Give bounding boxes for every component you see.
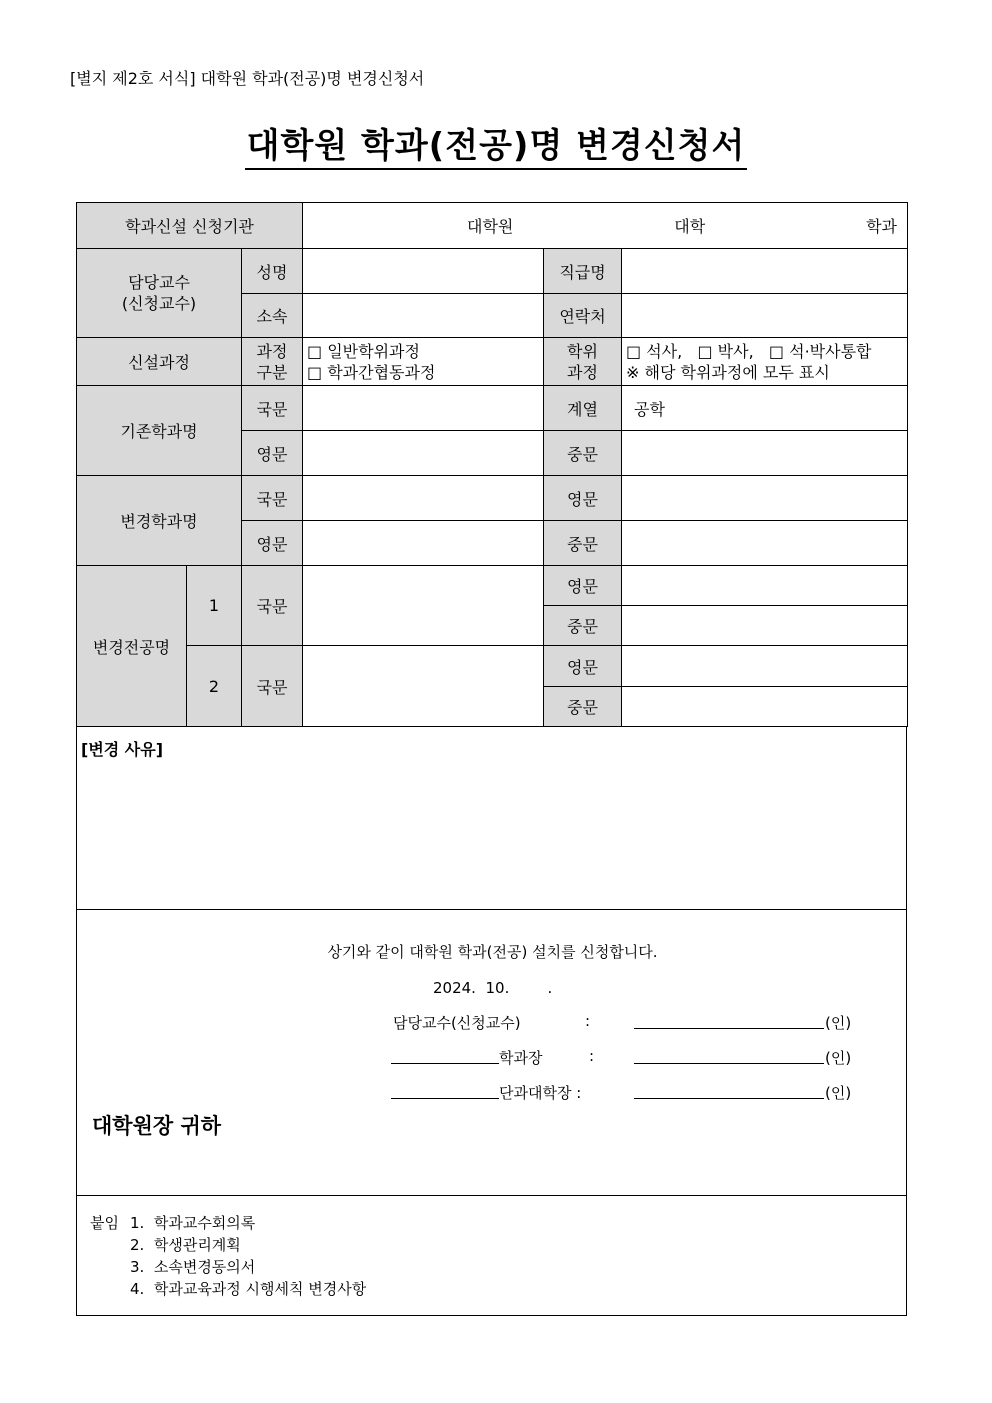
degree-note: ※ 해당 학위과정에 모두 표시 bbox=[626, 362, 830, 382]
existing-dept-label: 기존학과명 bbox=[77, 386, 242, 476]
existing-chinese-field[interactable] bbox=[622, 431, 908, 476]
existing-english-label: 영문 bbox=[242, 431, 303, 476]
changed-english-field[interactable] bbox=[303, 521, 544, 566]
attachment-item: 4. 학과교육과정 시행세칙 변경사항 bbox=[130, 1280, 367, 1298]
department-label: 학과 bbox=[866, 217, 898, 236]
attachment-item: 2. 학생관리계획 bbox=[130, 1236, 241, 1254]
professor-label bbox=[77, 249, 242, 338]
changed-dept-label: 변경학과명 bbox=[77, 476, 242, 566]
major-1-english-field[interactable] bbox=[622, 566, 908, 606]
dept-head-name-line[interactable] bbox=[391, 1047, 499, 1068]
changed-korean-field[interactable] bbox=[303, 476, 544, 521]
dean-sign-line[interactable] bbox=[634, 1082, 824, 1103]
contact-field[interactable] bbox=[622, 294, 908, 338]
major-2-english-label: 영문 bbox=[544, 646, 622, 687]
existing-korean-label: 국문 bbox=[242, 386, 303, 431]
degree-options[interactable] bbox=[622, 338, 908, 386]
rank-label: 직급명 bbox=[544, 249, 622, 294]
professor-sign-label: 담당교수(신청교수) bbox=[393, 1014, 521, 1032]
dept-head-sign-line[interactable] bbox=[634, 1047, 824, 1068]
dean-seal: (인) bbox=[825, 1084, 852, 1102]
college-label: 대학 bbox=[674, 217, 706, 236]
changed-english-field-right[interactable] bbox=[622, 476, 908, 521]
major-1-chinese-label: 중문 bbox=[544, 606, 622, 646]
major-1-chinese-field[interactable] bbox=[622, 606, 908, 646]
changed-korean-label: 국문 bbox=[242, 476, 303, 521]
professor-seal: (인) bbox=[825, 1014, 852, 1032]
application-statement: 상기와 같이 대학원 학과(전공) 설치를 신청합니다. bbox=[327, 943, 658, 961]
existing-korean-field[interactable] bbox=[303, 386, 544, 431]
major-2-korean-field[interactable] bbox=[303, 646, 544, 727]
page-title-wrap bbox=[0, 118, 992, 167]
professor-label-line1: 담당교수 bbox=[128, 273, 190, 292]
form-number-label: [별지 제2호 서식] 대학원 학과(전공)명 변경신청서 bbox=[70, 69, 425, 88]
application-table bbox=[76, 202, 908, 727]
major-2-chinese-field[interactable] bbox=[622, 687, 908, 727]
changed-chinese-label: 중문 bbox=[544, 521, 622, 566]
field-value[interactable]: 공학 bbox=[622, 386, 908, 431]
affiliation-field[interactable] bbox=[303, 294, 544, 338]
course-type-label: 과정 구분 bbox=[242, 338, 303, 386]
name-label: 성명 bbox=[242, 249, 303, 294]
new-program-label: 신설과정 bbox=[77, 338, 242, 386]
degree-label: 학위 과정 bbox=[544, 338, 622, 386]
major-2-chinese-label: 중문 bbox=[544, 687, 622, 727]
changed-chinese-field[interactable] bbox=[622, 521, 908, 566]
changed-major-label: 변경전공명 bbox=[77, 566, 187, 727]
attachments-prefix: 붙임 bbox=[90, 1214, 119, 1232]
major-2-korean-label: 국문 bbox=[242, 646, 303, 727]
dean-label: 단과대학장 : bbox=[499, 1084, 582, 1102]
changed-english-label-right: 영문 bbox=[544, 476, 622, 521]
attachment-item: 3. 소속변경동의서 bbox=[130, 1258, 256, 1276]
major-1-number: 1 bbox=[187, 566, 242, 646]
dept-head-colon: : bbox=[589, 1047, 595, 1065]
major-1-korean-label: 국문 bbox=[242, 566, 303, 646]
reason-label: [변경 사유] bbox=[81, 740, 164, 759]
institution-field[interactable] bbox=[303, 203, 908, 249]
course-type-options[interactable] bbox=[303, 338, 544, 386]
dept-head-label: 학과장 bbox=[499, 1049, 543, 1067]
contact-label: 연락처 bbox=[544, 294, 622, 338]
application-date[interactable]: 2024. 10. . bbox=[433, 979, 553, 997]
page-title: 대학원 학과(전공)명 변경신청서 bbox=[245, 126, 748, 170]
reason-box[interactable] bbox=[76, 726, 907, 910]
dept-head-seal: (인) bbox=[825, 1049, 852, 1067]
rank-field[interactable] bbox=[622, 249, 908, 294]
attachments-section bbox=[76, 1195, 907, 1316]
general-course-checkbox[interactable]: □ 일반학위과정 bbox=[307, 341, 420, 361]
major-2-number: 2 bbox=[187, 646, 242, 727]
affiliation-label: 소속 bbox=[242, 294, 303, 338]
changed-english-label: 영문 bbox=[242, 521, 303, 566]
dean-name-line[interactable] bbox=[391, 1082, 499, 1103]
signature-section bbox=[76, 909, 907, 1196]
institution-label: 학과신설 신청기관 bbox=[77, 203, 303, 249]
field-label: 계열 bbox=[544, 386, 622, 431]
grad-school-label: 대학원 bbox=[467, 217, 514, 236]
professor-sign-line[interactable] bbox=[634, 1012, 824, 1033]
major-1-korean-field[interactable] bbox=[303, 566, 544, 646]
major-1-english-label: 영문 bbox=[544, 566, 622, 606]
professor-sign-colon: : bbox=[585, 1012, 591, 1030]
existing-english-field[interactable] bbox=[303, 431, 544, 476]
degree-checkboxes[interactable]: □ 석사, □ 박사, □ 석·박사통합 bbox=[626, 341, 872, 361]
interdisciplinary-course-checkbox[interactable]: □ 학과간협동과정 bbox=[307, 362, 436, 382]
major-2-english-field[interactable] bbox=[622, 646, 908, 687]
attachment-item: 1. 학과교수회의록 bbox=[130, 1214, 256, 1232]
addressee: 대학원장 귀하 bbox=[92, 1114, 222, 1138]
professor-label-line2: (신청교수) bbox=[121, 294, 197, 313]
name-field[interactable] bbox=[303, 249, 544, 294]
existing-chinese-label: 중문 bbox=[544, 431, 622, 476]
